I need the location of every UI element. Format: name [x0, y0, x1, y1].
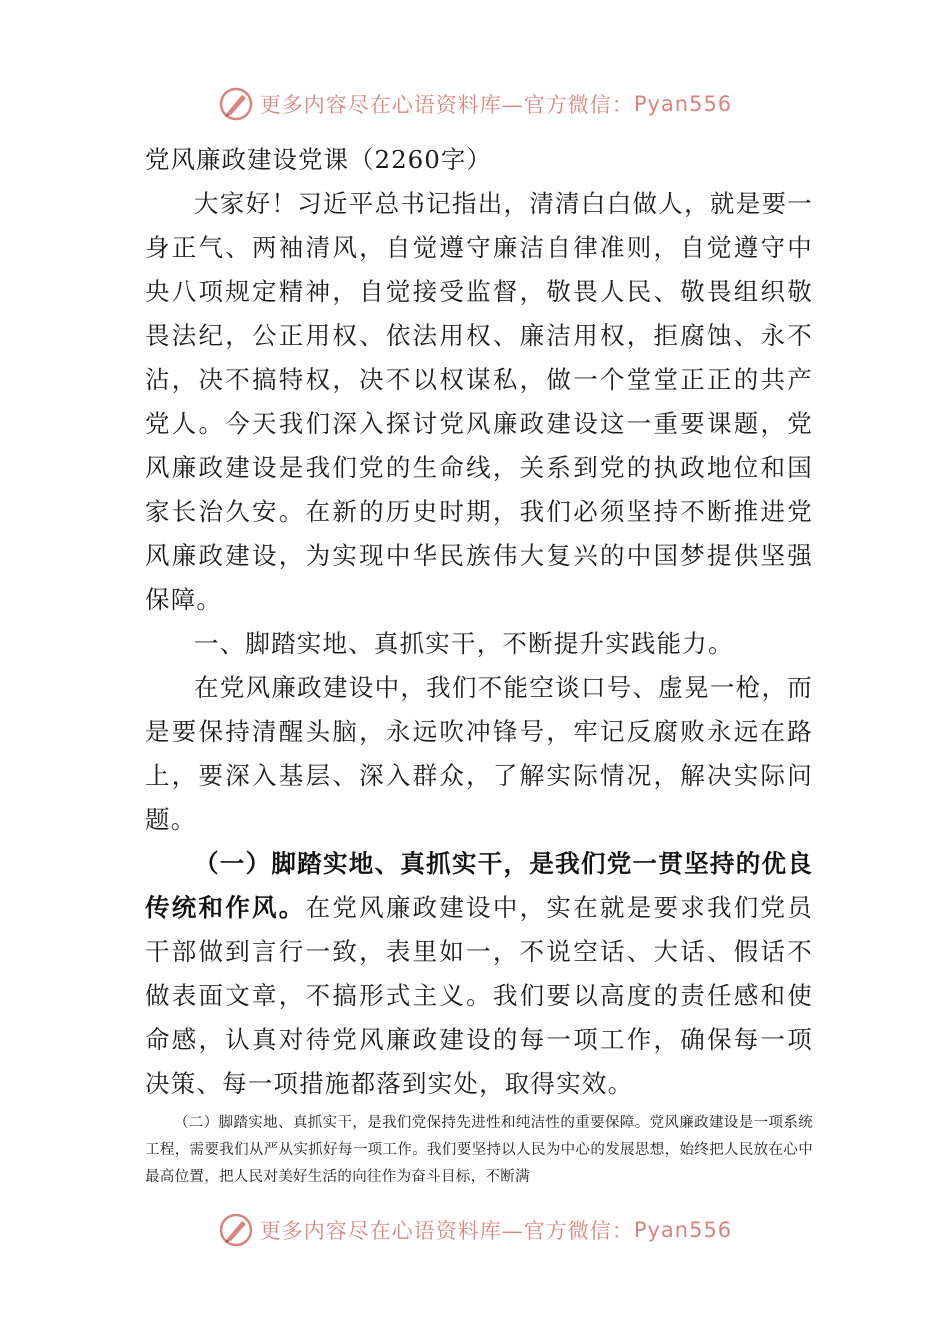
paragraph-2: 在党风廉政建设中，我们不能空谈口号、虚晃一枪，而是要保持清醒头脑，永远吹冲锋号，牢记反腐败永远在路上，要深入基层、深入群众，了解实际情况，解决实际问题。 — [145, 673, 813, 834]
paragraph-3 — [145, 842, 813, 1106]
paragraph-intro: 大家好！习近平总书记指出，清清白白做人，就是要一身正气、两袖清风，自觉遵守廉洁自律准则，自觉遵守中央八项规定精神，自觉接受监督，敬畏人民、敬畏组织敬畏法纪，公正用权、依法用权、廉洁用权，拒腐蚀、永不沾，决不搞特权，决不以权谋私，做一个堂堂正正的共产党人。今天我们深入探讨党风廉政建设这一重要课题，党风廉政建设是我们党的生命线，关系到党的执政地位和国家长治久安。在新的历史时期，我们必须坚持不断推进党风廉政建设，为实现中华民族伟大复兴的中国梦提供坚强保障。 — [145, 189, 813, 614]
watermark-text: 更多内容尽在心语资料库—官方微信： — [259, 93, 634, 117]
paragraph-4-small: （二）脚踏实地、真抓实干，是我们党保持先进性和纯洁性的重要保障。党风廉政建设是一项系统工程，需要我们从严从实抓好每一项工作。我们要坚持以人民为中心的发展思想，始终把人民放在心中最高位置，把人民对美好生活的向往作为奋斗目标，不断满 — [145, 1115, 813, 1185]
paragraph-3-bold-lead: （一）脚踏实地、真抓实干，是我们党一贯坚持的优良传统和作风。 — [145, 849, 813, 922]
document-body — [145, 138, 813, 1191]
watermark-text: 更多内容尽在心语资料库—官方微信： — [259, 1219, 634, 1243]
paragraph-3-text: 在党风廉政建设中，实在就是要求我们党员干部做到言行一致，表里如一，不说空话、大话、假话不做表面文章，不搞形式主义。我们要以高度的责任感和使命感，认真对待党风廉政建设的每一项工作，确保每一项决策、每一项措施都落到实处，取得实效。 — [145, 893, 813, 1098]
watermark-footer — [0, 1208, 950, 1252]
document-title: 党风廉政建设党课（2260字） — [145, 145, 492, 174]
watermark-header — [0, 82, 950, 126]
watermark-handle: Pyan556 — [633, 92, 733, 116]
pen-logo-icon — [218, 1212, 254, 1248]
section-heading-1: 一、脚踏实地、真抓实干，不断提升实践能力。 — [194, 629, 734, 658]
pen-logo-icon — [218, 86, 254, 122]
watermark-handle: Pyan556 — [633, 1218, 733, 1242]
